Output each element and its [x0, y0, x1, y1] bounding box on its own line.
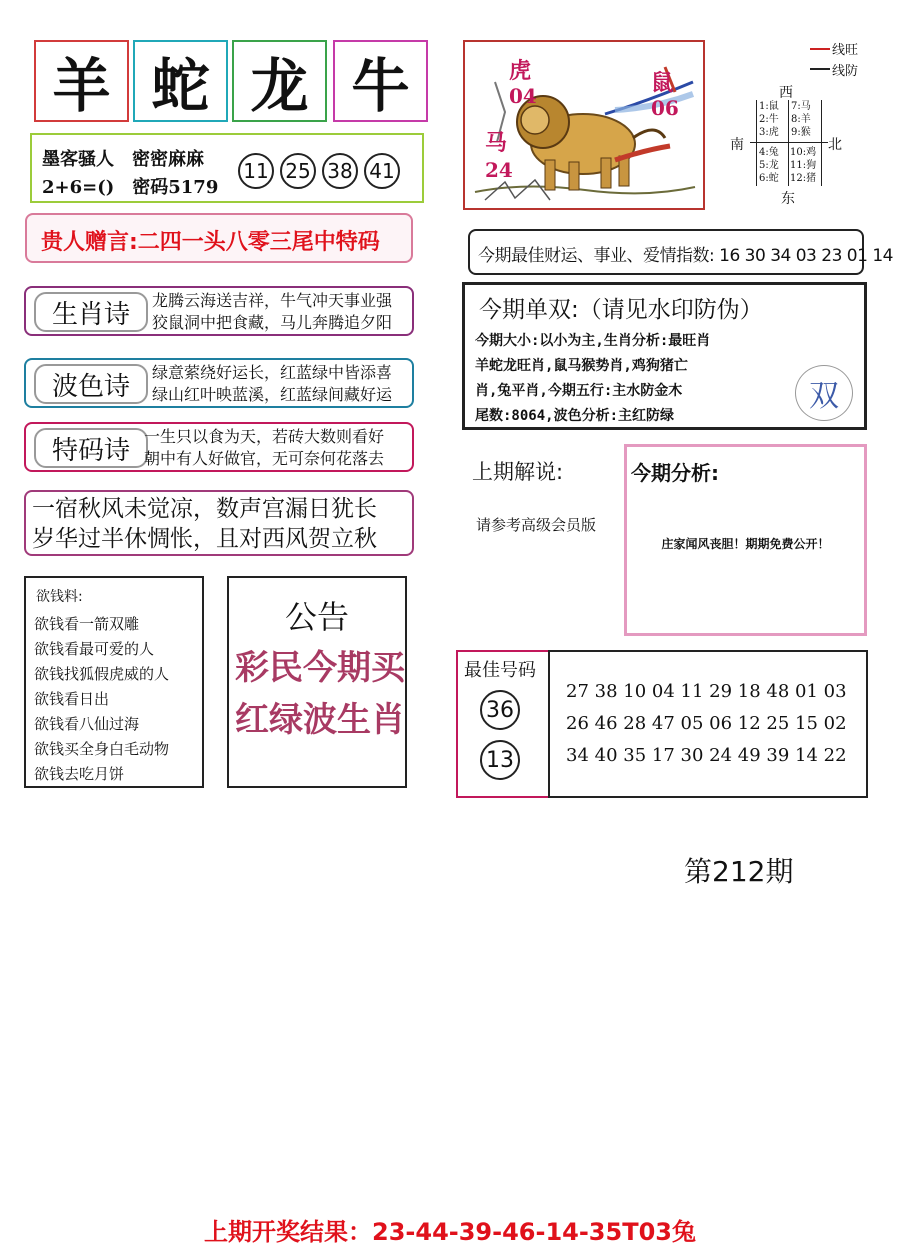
- want-money-list: [34, 612, 169, 787]
- autumn-poem-box: [24, 490, 414, 556]
- compass-group: 7:马 8:羊 9:猴: [791, 101, 811, 138]
- notice-line: 彩民今期买: [235, 648, 405, 688]
- pick-circle: 36: [480, 690, 520, 730]
- list-item: 欲钱看最可爱的人: [34, 640, 155, 658]
- notice-box: [227, 576, 407, 788]
- legend-black-line: [810, 68, 830, 70]
- color-poem-box: [24, 358, 414, 408]
- poem-text: [144, 426, 384, 470]
- notice-lines: [235, 642, 405, 746]
- legend-label: 线旺: [832, 43, 859, 58]
- zodiac-char: 羊: [52, 52, 111, 120]
- want-money-box: [24, 576, 204, 788]
- noble-gift-text: 贵人赠言:二四一头八零三尾中特码: [41, 230, 380, 255]
- fortune-index-box: [468, 229, 893, 275]
- analysis-title: 今期分析:: [631, 461, 719, 485]
- poem-text: [152, 290, 392, 334]
- intro-line-1: 墨客骚人 密密麻麻: [42, 149, 204, 170]
- horse-label: 马: [485, 130, 508, 156]
- tiger-number: 04: [509, 84, 537, 108]
- single-double-lines: [475, 329, 710, 429]
- fortune-index-text: 今期最佳财运、事业、爱情指数: 16 30 34 03 23 01 14: [478, 246, 893, 266]
- poem-line: 一宿秋风未觉凉，数声宫漏日犹长: [32, 496, 377, 522]
- notice-line: 红绿波生肖: [235, 700, 405, 740]
- intro-numbers: [238, 153, 406, 189]
- watermark-seal: 双: [795, 365, 853, 421]
- list-item: 欲钱看一箭双雕: [34, 615, 140, 633]
- best-number-grid: [548, 650, 868, 798]
- list-item: 欲钱看日出: [34, 690, 110, 708]
- number-row: 26 46 28 47 05 06 12 25 15 02: [566, 713, 847, 734]
- poem-label: 特码诗: [34, 428, 148, 468]
- intro-box: [30, 133, 424, 203]
- legend-label: 线防: [832, 64, 859, 79]
- list-item: 欲钱找狐假虎威的人: [34, 665, 170, 683]
- compass-group: 4:兔 5:龙 6:蛇: [759, 147, 779, 184]
- list-item: 欲钱看八仙过海: [34, 715, 140, 733]
- single-double-box: [462, 282, 867, 430]
- zodiac-char: 牛: [351, 52, 410, 120]
- intro-line-2: 2+6=() 密码5179: [42, 177, 219, 198]
- last-issue-note: 请参考高级会员版: [476, 516, 597, 534]
- horse-number: 24: [485, 158, 513, 182]
- compass-south: 南: [730, 137, 744, 153]
- rat-number: 06: [651, 96, 679, 120]
- poem-label: 波色诗: [34, 364, 148, 404]
- zodiac-poem-box: [24, 286, 414, 336]
- single-double-title: 今期单双:（请见水印防伪）: [479, 297, 763, 323]
- analysis-line: 肖,兔平肖,今期五行:主水防金木: [475, 383, 683, 399]
- poem-line: 岁华过半休惆怅，且对西风贺立秋: [32, 526, 377, 552]
- number-circle: 38: [322, 153, 358, 189]
- analysis-line: 尾数:8064,波色分析:主红防绿: [475, 408, 675, 424]
- compass-group: 10:鸡 11:狗 12:猪: [790, 147, 817, 184]
- number-rows: [566, 676, 847, 772]
- best-number-title: 最佳号码: [464, 660, 536, 681]
- special-poem-box: [24, 422, 414, 472]
- poem-line: 狡鼠洞中把食藏，马儿奔腾追夕阳: [152, 313, 393, 332]
- compass-axis: [750, 142, 828, 143]
- compass-divider: [788, 100, 789, 186]
- autumn-poem-text: [32, 494, 377, 554]
- analysis-line: 今期大小:以小为主,生肖分析:最旺肖: [475, 333, 711, 349]
- poem-label: 生肖诗: [34, 292, 148, 332]
- compass-group: 1:鼠 2:牛 3:虎: [759, 101, 779, 138]
- zodiac-box-1: [34, 40, 129, 122]
- zodiac-char: 蛇: [151, 52, 210, 120]
- poem-line: 朝中有人好做官，无可奈何花落去: [144, 449, 385, 468]
- compass-east: 东: [781, 191, 795, 207]
- want-money-title: 欲钱料:: [36, 589, 83, 605]
- noble-gift-box: [25, 213, 413, 263]
- number-circle: 25: [280, 153, 316, 189]
- last-issue-title: 上期解说:: [472, 460, 564, 484]
- poem-text: [152, 362, 392, 406]
- compass-diagram: [724, 42, 874, 212]
- analysis-line: 羊蛇龙旺肖,鼠马猴势肖,鸡狗猪亡: [475, 358, 688, 374]
- compass-west: 西: [779, 85, 793, 101]
- poem-line: 绿山红叶映蓝溪，红蓝绿间藏好运: [152, 385, 393, 404]
- zodiac-picture: [463, 40, 705, 210]
- legend-red-line: [810, 48, 830, 50]
- zodiac-box-4: [333, 40, 428, 122]
- analysis-box: [624, 444, 867, 636]
- zodiac-char: 龙: [250, 52, 309, 120]
- compass-north: 北: [828, 137, 842, 153]
- best-number-label-box: [456, 650, 550, 798]
- notice-title: 公告: [284, 598, 349, 636]
- poem-line: 绿意萦绕好运长，红蓝绿中皆添喜: [152, 363, 393, 382]
- number-row: 34 40 35 17 30 24 49 39 14 22: [566, 745, 847, 766]
- list-item: 欲钱买全身白毛动物: [34, 740, 170, 758]
- number-row: 27 38 10 04 11 29 18 48 01 03: [566, 681, 847, 702]
- number-circle: 11: [238, 153, 274, 189]
- zodiac-box-3: [232, 40, 327, 122]
- zodiac-box-2: [133, 40, 228, 122]
- pick-circle: 13: [480, 740, 520, 780]
- rat-label: 鼠: [651, 70, 674, 96]
- tiger-label: 虎: [509, 58, 532, 84]
- last-draw-result: 上期开奖结果：23-44-39-46-14-35T03兔: [204, 1218, 696, 1246]
- poem-line: 龙腾云海送吉祥，牛气冲天事业强: [152, 291, 393, 310]
- analysis-text: 庄家闻风丧胆！期期免费公开！: [661, 537, 830, 551]
- list-item: 欲钱去吃月饼: [34, 765, 125, 783]
- issue-number: 第212期: [684, 855, 794, 888]
- number-circle: 41: [364, 153, 400, 189]
- poem-line: 一生只以食为天，若砖大数则看好: [144, 427, 385, 446]
